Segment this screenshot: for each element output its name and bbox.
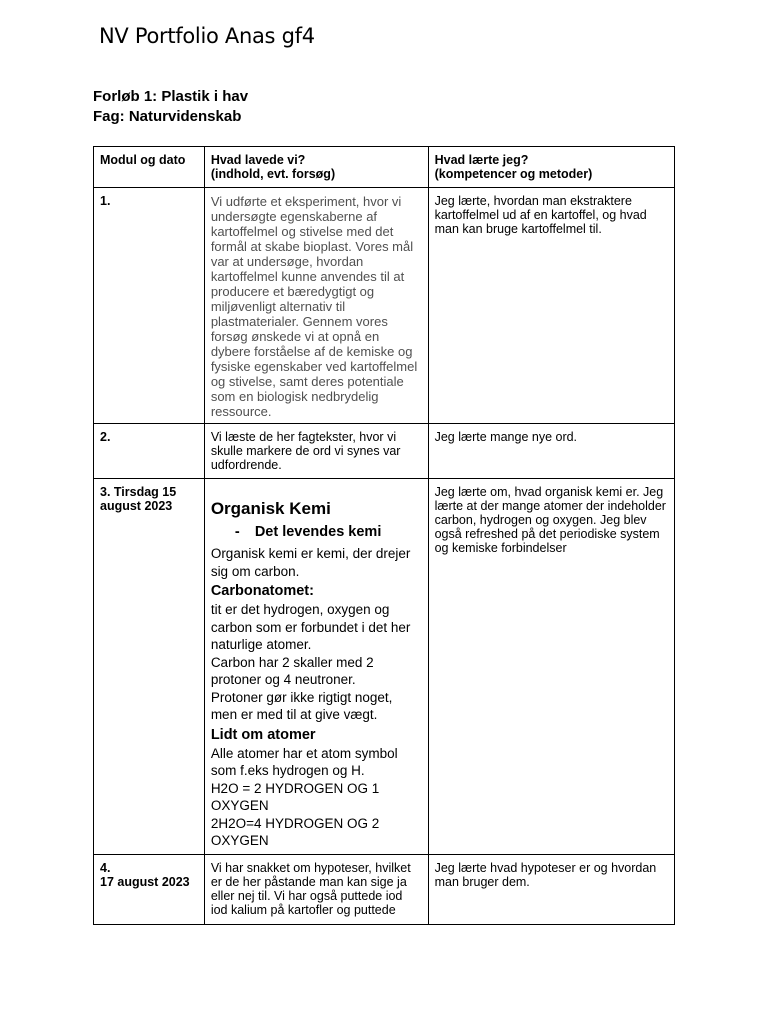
subheading-living-chemistry: - Det levendes kemi [234,524,382,540]
paragraph: Organisk kemi er kemi, der drejer sig om carbon. [210,546,411,579]
table-row [94,188,675,424]
paragraph: H2O = 2 HYDROGEN OG 1 OXYGEN [210,780,380,813]
paragraph: Alle atomer har et atom symbol som f.eks hydrogen og H. [210,745,398,778]
table-row [94,424,675,479]
table-row [94,855,675,925]
course-info [93,87,248,127]
header-what-did-i-learn: Hvad lærte jeg? (kompetencer og metoder) [428,147,674,188]
row2-module: 2. [94,424,205,479]
table-header-row [94,147,675,188]
row1-did: Vi udførte et eksperiment, hvor vi undersøgte egenskaberne af kartoffelmel og stivelse med det formål at skabe bioplast. Vores mål var at undersøge, hvordan kartoffelmel kunne anvendes til at producere et bæredygtigt og miljøvenligt alternativ til plastmaterialer. Gennem vores forsøg ønskede vi at opnå en dybere forståelse af de kemiske og fysiske egenskaber ved kartoffelmel og stivelse, samt deres potentiale som en biologisk nedbrydelig ressource. [204,188,428,424]
atoms-heading: Lidt om atomer [210,726,316,743]
table-row [94,479,675,855]
row4-learned: Jeg lærte hvad hypoteser er og hvordan man bruger dem. [428,855,674,925]
carbon-atom-heading: Carbonatomet: [210,583,314,599]
organic-chemistry-heading: Organisk Kemi [210,499,331,518]
paragraph: tit er det hydrogen, oxygen og carbon som er forbundet i det her naturlige atomer. [210,602,411,652]
paragraph: Carbon har 2 skaller med 2 protoner og 4 neutroner. [210,654,374,687]
row4-module: 4. 17 august 2023 [94,855,205,925]
row3-learned: Jeg lærte om, hvad organisk kemi er. Jeg lærte at der mange atomer der indeholder carbon, hydrogen og oxygen. Jeg blev også refreshed på det periodiske system og kemiske forbindelser [428,479,674,855]
portfolio-table [93,146,675,925]
row1-module: 1. [94,188,205,424]
course-line: Forløb 1: Plastik i hav [93,88,249,105]
row1-learned: Jeg lærte, hvordan man ekstraktere kartoffelmel ud af en kartoffel, og hvad man kan bruge kartoffelmel til. [428,188,674,424]
document-title: NV Portfolio Anas gf4 [99,24,315,48]
paragraph: 2H2O=4 HYDROGEN OG 2 OXYGEN [210,815,380,848]
subject-line: Fag: Naturvidenskab [93,108,242,125]
header-module: Modul og dato [94,147,205,188]
row3-did [204,479,428,855]
row2-did: Vi læste de her fagtekster, hvor vi skulle markere de ord vi synes var udfordrende. [204,424,428,479]
row3-module: 3. Tirsdag 15 august 2023 [94,479,205,855]
row4-did: Vi har snakket om hypoteser, hvilket er de her påstande man kan sige ja eller nej til. Vi har også puttede iod iod kalium på kartofler og puttede [204,855,428,925]
header-what-did-we-do: Hvad lavede vi? (indhold, evt. forsøg) [204,147,428,188]
row2-learned: Jeg lærte mange nye ord. [428,424,674,479]
paragraph: Protoner gør ikke rigtigt noget, men er med til at give vægt. [210,689,393,722]
